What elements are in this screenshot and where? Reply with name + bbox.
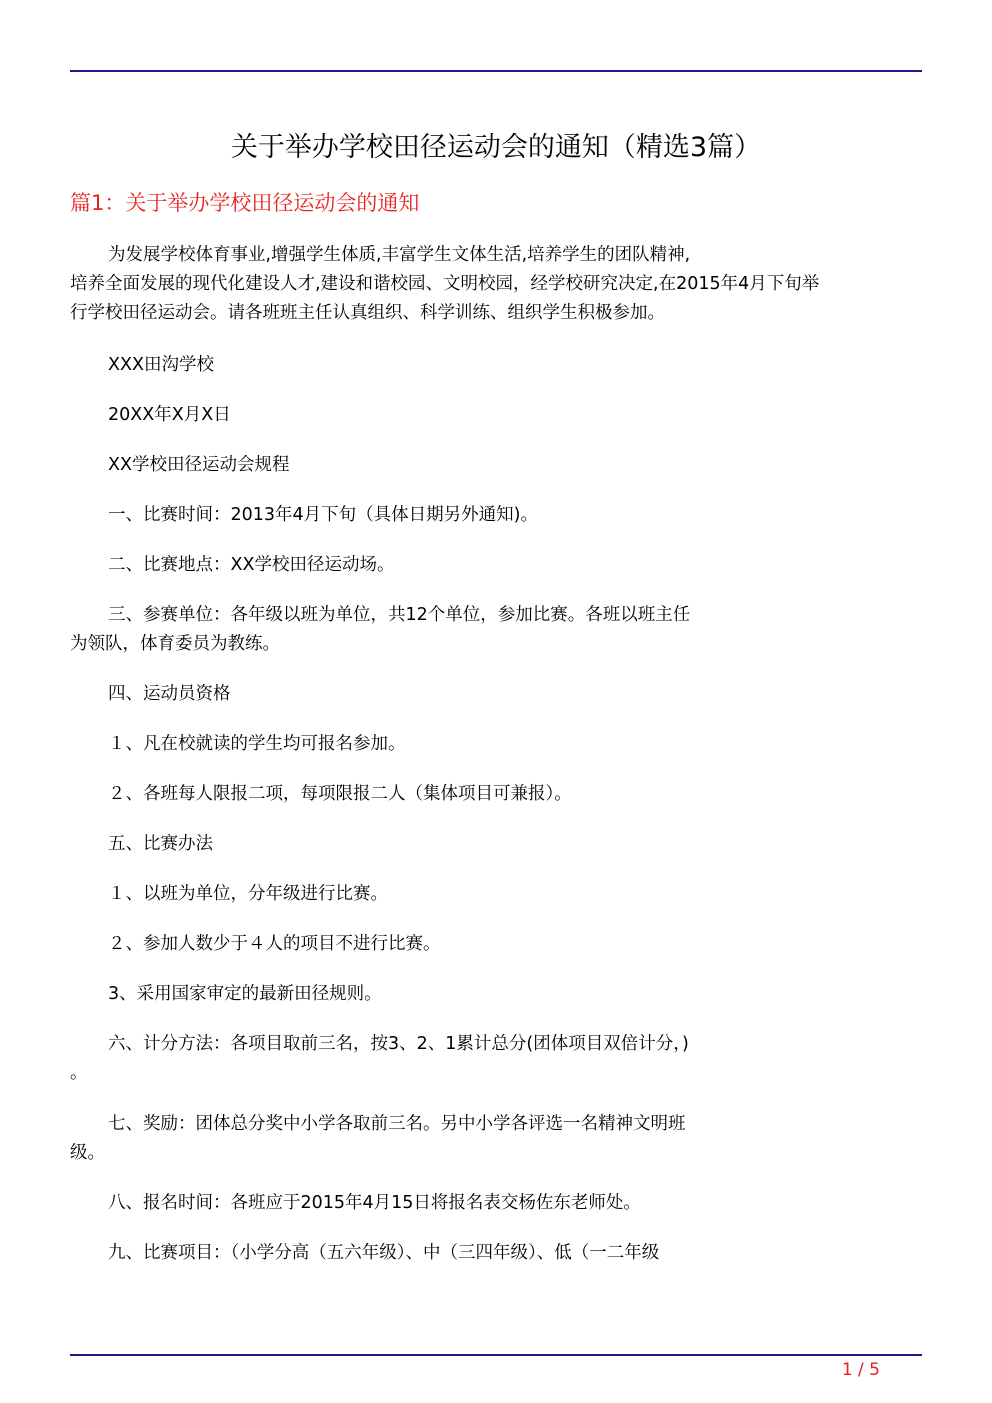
document-title: 关于举办学校田径运动会的通知（精选3篇） — [230, 132, 762, 163]
section-heading: 篇1：关于举办学校田径运动会的通知 — [70, 191, 420, 215]
rule-line: 级。 — [70, 1143, 105, 1163]
rule-subitem: １、以班为单位，分年级进行比赛。 — [108, 884, 388, 904]
rule-line: 。 — [70, 1063, 88, 1083]
footer-rule — [70, 1354, 922, 1356]
rule-item-participants — [70, 601, 690, 659]
page-number: 1 / 5 — [841, 1360, 880, 1380]
header-rule — [70, 70, 922, 72]
rule-line: 六、计分方法：各项目取前三名，按3、2、1累计总分(团体项目双倍计分，) — [108, 1034, 689, 1054]
rule-item-awards — [70, 1110, 686, 1168]
rule-subitem: ２、各班每人限报二项，每项限报二人（集体项目可兼报）。 — [108, 784, 572, 804]
rule-subitem: １、凡在校就读的学生均可报名参加。 — [108, 734, 406, 754]
rule-item-eligibility: 四、运动员资格 — [108, 684, 231, 704]
rule-line: 七、奖励：团体总分奖中小学各取前三名。另中小学各评选一名精神文明班 — [108, 1114, 686, 1134]
intro-paragraph — [70, 241, 819, 328]
school-name: XXX田沟学校 — [108, 355, 214, 375]
rule-line: 为领队，体育委员为教练。 — [70, 634, 280, 654]
notice-date: 20XX年X月X日 — [108, 405, 231, 425]
rule-item-method: 五、比赛办法 — [108, 834, 213, 854]
rule-line: 三、参赛单位：各年级以班为单位，共12个单位，参加比赛。各班以班主任 — [108, 605, 691, 625]
rule-item-events: 九、比赛项目：（小学分高（五六年级）、中（三四年级）、低（一二年级 — [108, 1243, 660, 1263]
intro-line: 培养全面发展的现代化建设人才,建设和谐校园、文明校园，经学校研究决定,在2015年4月下旬举 — [70, 274, 820, 294]
intro-line: 行学校田径运动会。请各班班主任认真组织、科学训练、组织学生积极参加。 — [70, 303, 665, 323]
rule-item-location: 二、比赛地点：XX学校田径运动场。 — [108, 555, 395, 575]
rule-item-time: 一、比赛时间：2013年4月下旬（具体日期另外通知)。 — [108, 505, 538, 525]
rules-title: XX学校田径运动会规程 — [108, 455, 290, 475]
rule-subitem: ２、参加人数少于４人的项目不进行比赛。 — [108, 934, 441, 954]
rule-subitem: 3、采用国家审定的最新田径规则。 — [108, 984, 382, 1004]
intro-line: 为发展学校体育事业,增强学生体质,丰富学生文体生活,培养学生的团队精神, — [108, 245, 691, 265]
rule-item-scoring — [70, 1030, 689, 1088]
rule-item-registration: 八、报名时间：各班应于2015年4月15日将报名表交杨佐东老师处。 — [108, 1193, 641, 1213]
